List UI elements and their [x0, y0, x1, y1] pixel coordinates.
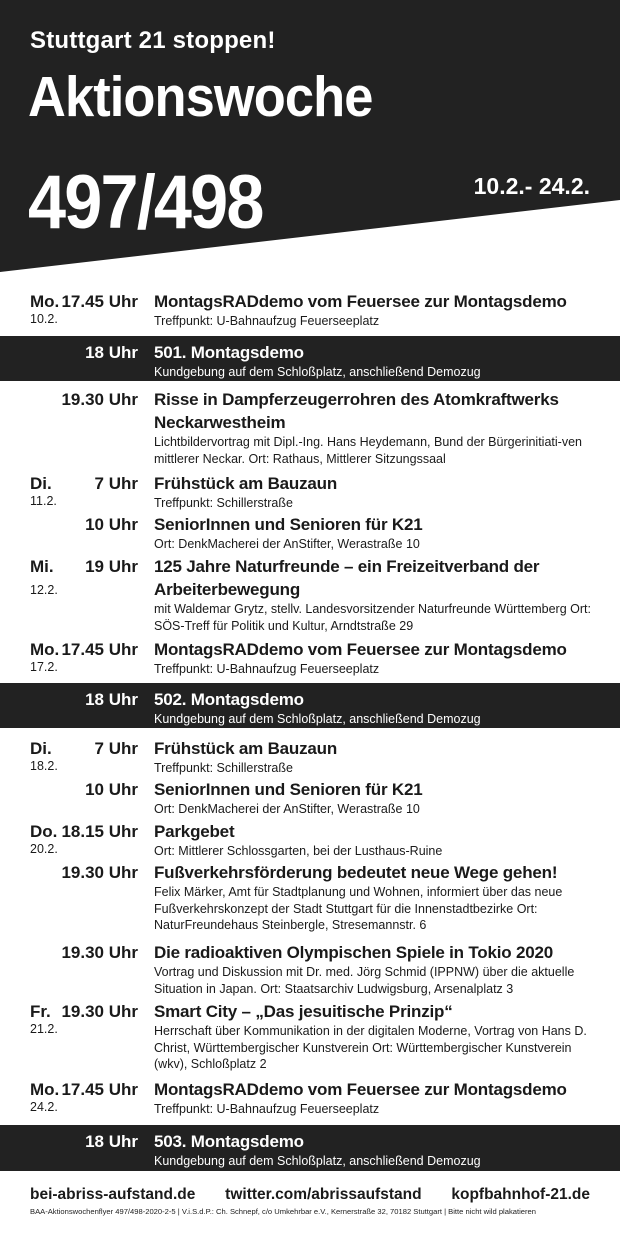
event-time: 18 Uhr [85, 690, 138, 709]
event-title: 125 Jahre Naturfreunde – ein Freizeitverband der Arbeiterbewegung [154, 557, 540, 599]
footer-link-kopfbahnhof[interactable]: kopfbahnhof-21.de [451, 1186, 590, 1203]
event-title: Smart City – „Das jesuitische Prinzip“ [154, 1002, 453, 1021]
event-day: Do. [30, 822, 58, 841]
event-date: 24.2. [30, 1100, 58, 1114]
event-time: 18 Uhr [85, 343, 138, 362]
event-time: 17.45 Uhr [61, 1080, 138, 1099]
event-time: 17.45 Uhr [61, 292, 138, 311]
event-date: 20.2. [30, 842, 58, 856]
event-item [0, 388, 620, 470]
event-desc: Treffpunkt: Schillerstraße [154, 761, 293, 775]
event-day: Di. [30, 474, 52, 493]
event-desc: Vortrag und Diskussion mit Dr. med. Jörg Schmid (IPPNW) über die aktuelle Situation in Japan. Ort: Staatsarchiv Ludwigsburg, Arsenalplatz 3 [154, 965, 575, 996]
footer-link-website[interactable]: bei-abriss-aufstand.de [30, 1186, 196, 1203]
event-title: 501. Montagsdemo [154, 343, 304, 362]
event-title: 503. Montagsdemo [154, 1132, 304, 1151]
event-time: 10 Uhr [85, 780, 138, 799]
event-title: Die radioaktiven Olympischen Spiele in Tokio 2020 [154, 943, 553, 962]
event-title: MontagsRADdemo vom Feuersee zur Montagsdemo [154, 1080, 567, 1099]
event-title: Risse in Dampferzeugerrohren des Atomkraftwerks Neckarwestheim [154, 390, 559, 432]
event-day: Fr. [30, 1002, 51, 1021]
event-item [0, 555, 620, 635]
event-desc: Kundgebung auf dem Schloßplatz, anschließend Demozug [154, 1154, 481, 1168]
event-desc: Treffpunkt: Schillerstraße [154, 496, 293, 510]
event-time: 7 Uhr [94, 739, 138, 758]
event-item-highlight [0, 1125, 620, 1171]
event-desc: Treffpunkt: U-Bahnaufzug Feuerseeplatz [154, 314, 380, 328]
header-banner [0, 0, 620, 275]
event-date: 17.2. [30, 660, 58, 674]
event-date: 21.2. [30, 1022, 58, 1036]
event-item-highlight [0, 336, 620, 381]
event-item [0, 638, 620, 678]
event-time: 19 Uhr [85, 557, 138, 576]
event-day: Di. [30, 739, 52, 758]
event-time: 17.45 Uhr [61, 640, 138, 659]
event-title: Fußverkehrsförderung bedeutet neue Wege gehen! [154, 863, 558, 882]
event-item-highlight [0, 683, 620, 728]
event-title: MontagsRADdemo vom Feuersee zur Montagsdemo [154, 292, 567, 311]
event-item [0, 1000, 620, 1074]
event-item [0, 472, 620, 510]
event-desc: Treffpunkt: U-Bahnaufzug Feuerseeplatz [154, 1102, 380, 1116]
header-title: Aktionswoche [28, 65, 373, 129]
event-date: 11.2. [30, 494, 57, 508]
event-day: Mo. [30, 1080, 60, 1099]
event-desc: Ort: Mittlerer Schlossgarten, bei der Lusthaus-Ruine [154, 844, 443, 858]
event-title: MontagsRADdemo vom Feuersee zur Montagsdemo [154, 640, 567, 659]
event-item [0, 1078, 620, 1118]
event-time: 18 Uhr [85, 1132, 138, 1151]
event-item [0, 737, 620, 775]
event-desc: Ort: DenkMacherei der AnStifter, Werastraße 10 [154, 537, 420, 551]
event-desc: Herrschaft über Kommunikation in der digitalen Moderne, Vortrag von Hans D. Christ, Württembergischer Kunstverein Ort: Württembergischer Kunstverein (wkv), Schloßplatz 2 [154, 1024, 587, 1071]
event-date: 10.2. [30, 312, 58, 326]
footer-imprint: BAA-Aktionswochenflyer 497/498-2020-2-5 | V.i.S.d.P.: Ch. Schnepf, c/o Umkehrbar e.V., Kernerstraße 32, 70182 Stuttgart | Bitte nicht wild plakatieren [30, 1207, 536, 1216]
event-desc: Ort: DenkMacherei der AnStifter, Werastraße 10 [154, 802, 420, 816]
event-time: 18.15 Uhr [61, 822, 138, 841]
event-day: Mo. [30, 292, 60, 311]
event-item [0, 513, 620, 551]
footer-link-twitter[interactable]: twitter.com/abrissaufstand [225, 1186, 422, 1203]
event-time: 19.30 Uhr [61, 1002, 138, 1021]
event-date: 18.2. [30, 759, 58, 773]
event-title: Frühstück am Bauzaun [154, 474, 338, 493]
event-desc: Kundgebung auf dem Schloßplatz, anschließend Demozug [154, 712, 481, 726]
event-title: SeniorInnen und Senioren für K21 [154, 515, 423, 534]
footer-links [30, 1186, 590, 1204]
event-desc: Treffpunkt: U-Bahnaufzug Feuerseeplatz [154, 662, 380, 676]
event-item [0, 861, 620, 937]
event-item [0, 290, 620, 330]
event-date: 12.2. [30, 583, 58, 597]
event-item [0, 778, 620, 816]
event-item [0, 820, 620, 858]
header-number: 497/498 [28, 160, 263, 245]
header-dates: 10.2.- 24.2. [473, 173, 590, 199]
event-time: 19.30 Uhr [61, 943, 138, 962]
event-title: Parkgebet [154, 822, 235, 841]
event-time: 7 Uhr [94, 474, 138, 493]
event-desc: Lichtbildervortrag mit Dipl.-Ing. Hans Heydemann, Bund der Bürgerinitiati-ven mittlerer Neckar. Ort: Rathaus, Mittlerer Sitzungssaal [154, 435, 582, 466]
event-time: 19.30 Uhr [61, 390, 138, 409]
event-title: 502. Montagsdemo [154, 690, 304, 709]
event-time: 19.30 Uhr [61, 863, 138, 882]
event-title: Frühstück am Bauzaun [154, 739, 338, 758]
event-day: Mo. [30, 640, 60, 659]
event-desc: Kundgebung auf dem Schloßplatz, anschließend Demozug [154, 365, 481, 379]
event-desc: mit Waldemar Grytz, stellv. Landesvorsitzender Naturfreunde Württemberg Ort: SÖS-Treff für Politik und Kultur, Arndtstraße 29 [154, 602, 591, 633]
event-title: SeniorInnen und Senioren für K21 [154, 780, 423, 799]
event-item [0, 941, 620, 999]
event-desc: Felix Märker, Amt für Stadtplanung und Wohnen, informiert über das neue Fußverkehrskonzept der Stadt Stuttgart für die Innenstadtbezirke Ort: NaturFreundehaus Steinbergle, Stresemannstr. 6 [154, 885, 563, 932]
event-day: Mi. [30, 557, 54, 576]
event-time: 10 Uhr [85, 515, 138, 534]
header-subtitle: Stuttgart 21 stoppen! [30, 27, 276, 54]
